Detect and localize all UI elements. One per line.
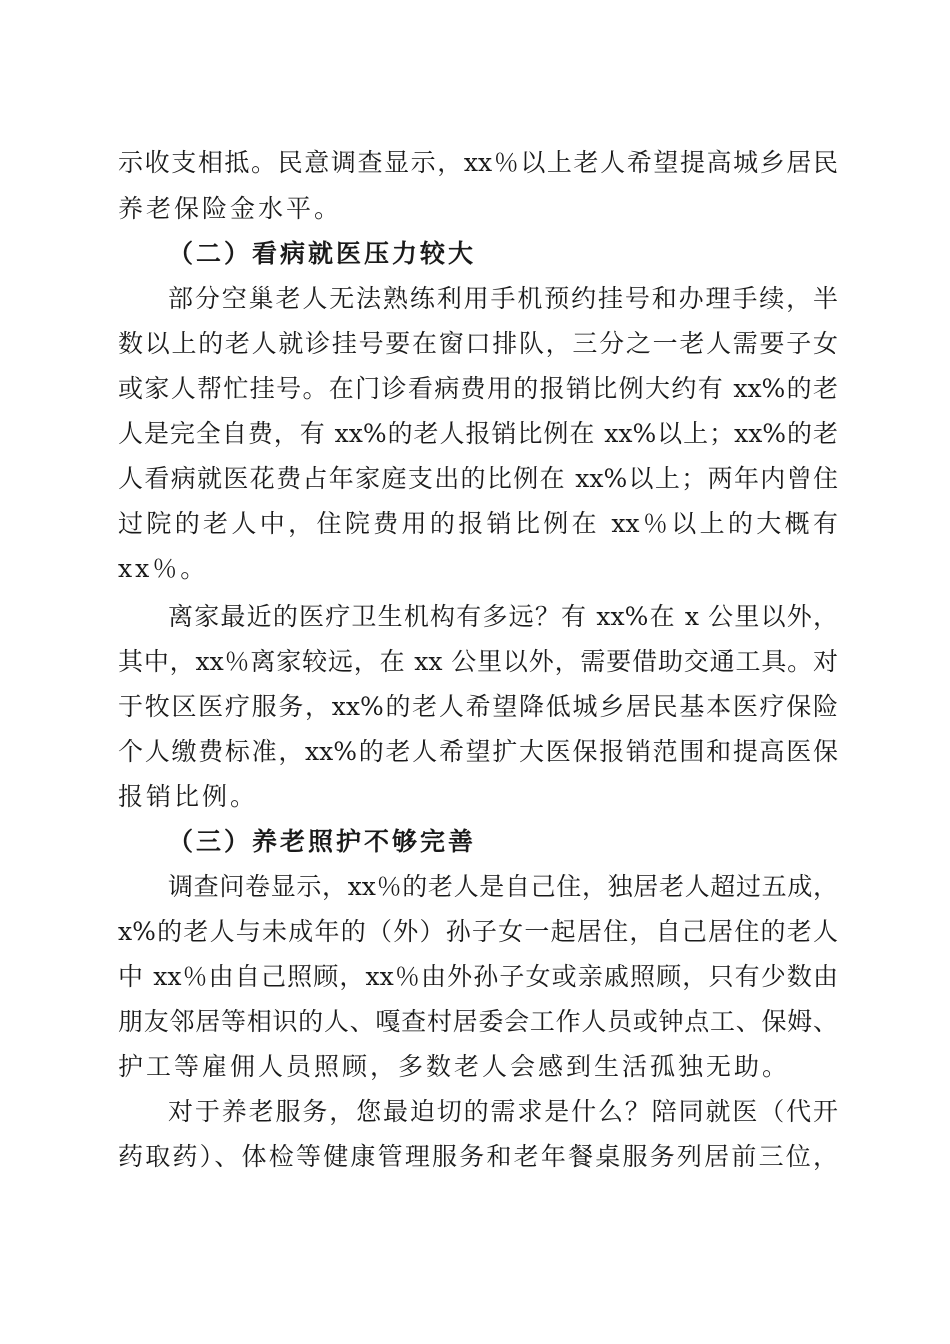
body-text-line: 数以上的老人就诊挂号要在窗口排队，三分之一老人需要子女 bbox=[118, 329, 838, 358]
section-heading-3: （三）养老照护不够完善 bbox=[168, 827, 477, 856]
body-text-line: x%的老人与未成年的（外）孙子女一起居住，自己居住的老人 bbox=[118, 917, 838, 946]
body-text-line: 个人缴费标准，xx%的老人希望扩大医保报销范围和提高医保 bbox=[118, 737, 838, 766]
body-text-line: xx％。 bbox=[118, 554, 209, 583]
body-text-line: 报销比例。 bbox=[118, 782, 259, 811]
body-text-line: 其中，xx％离家较远，在 xx 公里以外，需要借助交通工具。对 bbox=[118, 647, 838, 676]
section-heading-2: （二）看病就医压力较大 bbox=[168, 239, 477, 268]
body-text-line: 示收支相抵。民意调查显示，xx％以上老人希望提高城乡居民 bbox=[118, 148, 838, 177]
body-text-line: 调查问卷显示，xx％的老人是自己住，独居老人超过五成， bbox=[168, 872, 838, 901]
body-text-line: 护工等雇佣人员照顾，多数老人会感到生活孤独无助。 bbox=[118, 1052, 791, 1081]
body-text-line: 过院的老人中，住院费用的报销比例在 xx％以上的大概有 bbox=[118, 509, 838, 538]
body-text-line: 对于养老服务，您最迫切的需求是什么？陪同就医（代开 bbox=[168, 1097, 838, 1126]
body-text-line: 离家最近的医疗卫生机构有多远？有 xx%在 x 公里以外， bbox=[168, 602, 838, 631]
body-text-line: 于牧区医疗服务，xx%的老人希望降低城乡居民基本医疗保险 bbox=[118, 692, 838, 721]
body-text-line: 养老保险金水平。 bbox=[118, 194, 343, 223]
body-text-line: 朋友邻居等相识的人、嘎查村居委会工作人员或钟点工、保姆、 bbox=[118, 1007, 838, 1036]
body-text-line: 人看病就医花费占年家庭支出的比例在 xx%以上；两年内曾住 bbox=[118, 464, 838, 493]
body-text-line: 药取药）、体检等健康管理服务和老年餐桌服务列居前三位， bbox=[118, 1142, 838, 1171]
body-text-line: 或家人帮忙挂号。在门诊看病费用的报销比例大约有 xx%的老 bbox=[118, 374, 838, 403]
body-text-line: 中 xx％由自己照顾，xx％由外孙子女或亲戚照顾，只有少数由 bbox=[118, 962, 838, 991]
body-text-line: 人是完全自费，有 xx%的老人报销比例在 xx%以上；xx%的老 bbox=[118, 419, 838, 448]
body-text-line: 部分空巢老人无法熟练利用手机预约挂号和办理手续，半 bbox=[168, 284, 838, 313]
